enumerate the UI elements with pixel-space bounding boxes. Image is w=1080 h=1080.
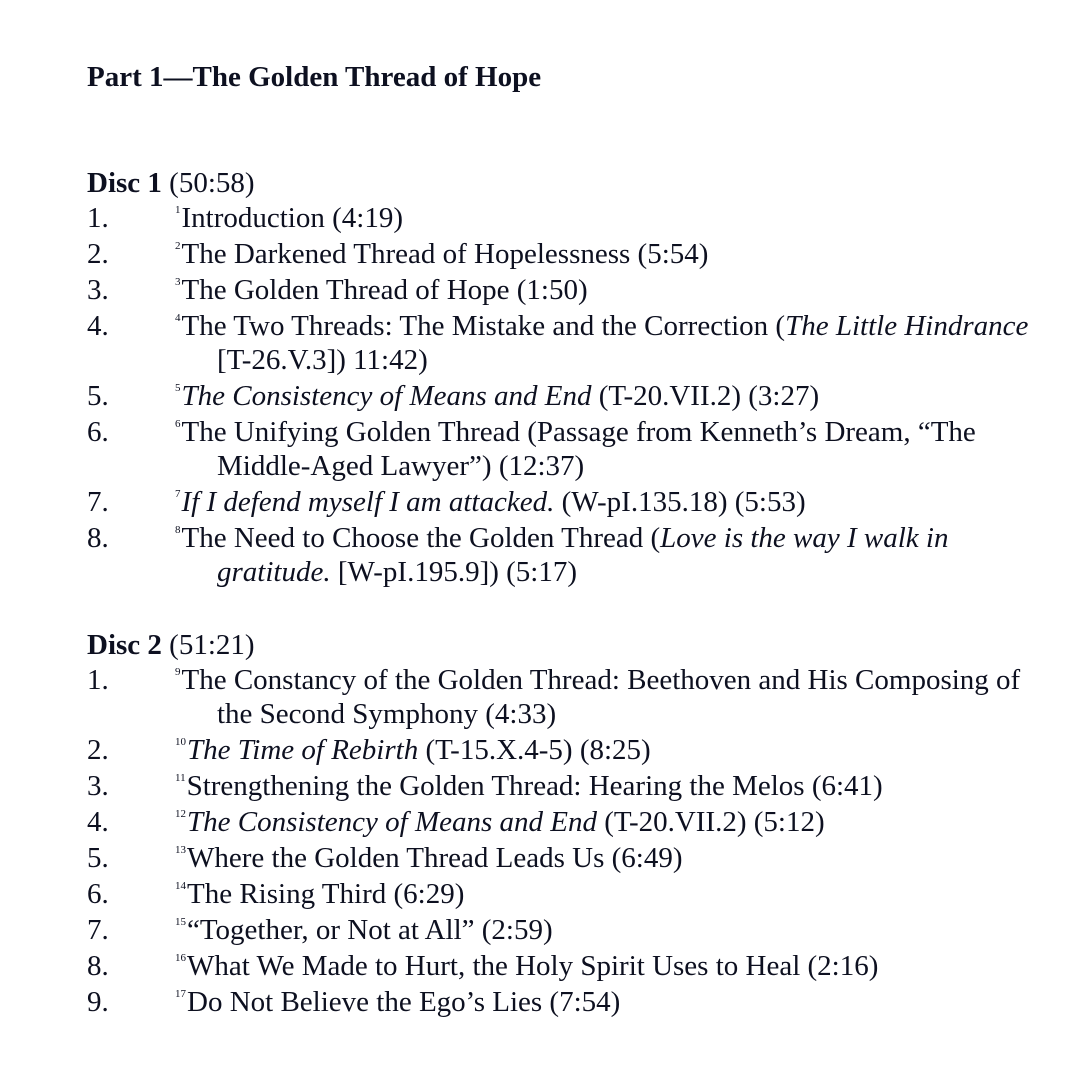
track-title-text: Do Not Believe the Ego’s Lies (7:54) — [187, 986, 621, 1018]
track-title-text: Introduction (4:19) — [181, 202, 403, 234]
track-title-text: The Rising Third (6:29) — [187, 878, 465, 910]
track-title-text: (T-15.X.4-5) (8:25) — [418, 734, 651, 766]
track-title — [175, 769, 1047, 803]
disc-header — [87, 627, 1047, 663]
track-title — [175, 877, 1047, 911]
track-list — [87, 663, 1047, 1019]
track-title-text: The Two Threads: The Mistake and the Correction ( — [181, 310, 786, 342]
track-title — [175, 485, 1047, 519]
track-title-italic: Love is the way I walk in gratitude. — [217, 522, 949, 588]
footnote-marker: 14 — [175, 880, 186, 892]
disc-name: Disc 2 — [87, 629, 162, 661]
track-title-text: The Unifying Golden Thread (Passage from Kenneth’s Dream, “The Middle-Aged Lawyer”) (12:37) — [181, 416, 976, 482]
track-title — [175, 237, 1047, 271]
track-number: 8. — [87, 950, 109, 982]
footnote-marker: 9 — [175, 666, 181, 678]
track-number: 5. — [87, 380, 109, 412]
track-title-text: What We Made to Hurt, the Holy Spirit Uses to Heal (2:16) — [187, 950, 879, 982]
disc-duration: (50:58) — [169, 167, 255, 199]
track-title-italic: The Consistency of Means and End — [187, 806, 597, 838]
footnote-marker: 1 — [175, 204, 181, 216]
track-title — [175, 521, 1047, 589]
track-item — [87, 805, 1047, 839]
document-page — [87, 57, 1047, 1021]
track-number: 4. — [87, 310, 109, 342]
track-item — [87, 309, 1047, 377]
track-item — [87, 415, 1047, 483]
track-item — [87, 485, 1047, 519]
track-title — [175, 415, 1047, 483]
track-title-text: [T-26.V.3]) 11:42) — [217, 344, 428, 376]
track-item — [87, 841, 1047, 875]
track-item — [87, 913, 1047, 947]
track-title-text: The Darkened Thread of Hopelessness (5:54) — [181, 238, 709, 270]
footnote-marker: 10 — [175, 736, 186, 748]
track-title-italic: The Consistency of Means and End — [181, 380, 592, 412]
track-number: 3. — [87, 770, 109, 802]
track-title-text: The Need to Choose the Golden Thread ( — [181, 522, 661, 554]
footnote-marker: 15 — [175, 916, 186, 928]
footnote-marker: 8 — [175, 524, 181, 536]
disc-1-section — [87, 165, 1047, 589]
track-item — [87, 733, 1047, 767]
track-item — [87, 985, 1047, 1019]
track-number: 6. — [87, 878, 109, 910]
track-number: 8. — [87, 522, 109, 554]
part-title: Part 1—The Golden Thread of Hope — [87, 61, 542, 93]
disc-header — [87, 165, 1047, 201]
track-title-text: The Golden Thread of Hope (1:50) — [181, 274, 588, 306]
track-item — [87, 273, 1047, 307]
footnote-marker: 4 — [175, 312, 181, 324]
track-item — [87, 521, 1047, 589]
track-number: 6. — [87, 416, 109, 448]
track-number: 1. — [87, 664, 109, 696]
disc-2-section — [87, 627, 1047, 1019]
footnote-marker: 5 — [175, 382, 181, 394]
track-title-italic: If I defend myself I am attacked. — [181, 486, 555, 518]
track-title — [175, 913, 1047, 947]
footnote-marker: 17 — [175, 988, 186, 1000]
footnote-marker: 3 — [175, 276, 181, 288]
track-title-text: “Together, or Not at All” (2:59) — [187, 914, 553, 946]
track-title-text: (T-20.VII.2) (5:12) — [596, 806, 825, 838]
track-item — [87, 877, 1047, 911]
track-item — [87, 379, 1047, 413]
track-title — [175, 841, 1047, 875]
track-title-text: Where the Golden Thread Leads Us (6:49) — [187, 842, 683, 874]
track-title-text: (W-pI.135.18) (5:53) — [554, 486, 806, 518]
disc-name: Disc 1 — [87, 167, 162, 199]
track-number: 2. — [87, 238, 109, 270]
track-title-italic: The Little Hindrance — [785, 310, 1029, 342]
track-title — [175, 379, 1047, 413]
footnote-marker: 2 — [175, 240, 181, 252]
footnote-marker: 7 — [175, 488, 181, 500]
track-title — [175, 733, 1047, 767]
track-title-text: [W-pI.195.9]) (5:17) — [330, 556, 578, 588]
footnote-marker: 12 — [175, 808, 186, 820]
track-number: 4. — [87, 806, 109, 838]
track-number: 3. — [87, 274, 109, 306]
disc-duration: (51:21) — [169, 629, 255, 661]
track-number: 7. — [87, 914, 109, 946]
track-title — [175, 949, 1047, 983]
track-number: 9. — [87, 986, 109, 1018]
track-title-italic: The Time of Rebirth — [187, 734, 419, 766]
track-item — [87, 201, 1047, 235]
track-title — [175, 663, 1047, 731]
track-title — [175, 805, 1047, 839]
track-item — [87, 949, 1047, 983]
footnote-marker: 11 — [175, 772, 186, 784]
track-number: 1. — [87, 202, 109, 234]
track-title-text: The Constancy of the Golden Thread: Beethoven and His Composing of the Second Symphony (4:33) — [181, 664, 1021, 730]
footnote-marker: 13 — [175, 844, 186, 856]
track-number: 5. — [87, 842, 109, 874]
track-title — [175, 201, 1047, 235]
track-number: 2. — [87, 734, 109, 766]
track-item — [87, 237, 1047, 271]
track-list — [87, 201, 1047, 589]
track-title-text: (T-20.VII.2) (3:27) — [591, 380, 820, 412]
track-title — [175, 273, 1047, 307]
track-number: 7. — [87, 486, 109, 518]
track-title — [175, 309, 1047, 377]
track-title-text: Strengthening the Golden Thread: Hearing the Melos (6:41) — [186, 770, 883, 802]
footnote-marker: 6 — [175, 418, 181, 430]
track-title — [175, 985, 1047, 1019]
footnote-marker: 16 — [175, 952, 186, 964]
track-item — [87, 769, 1047, 803]
track-item — [87, 663, 1047, 731]
